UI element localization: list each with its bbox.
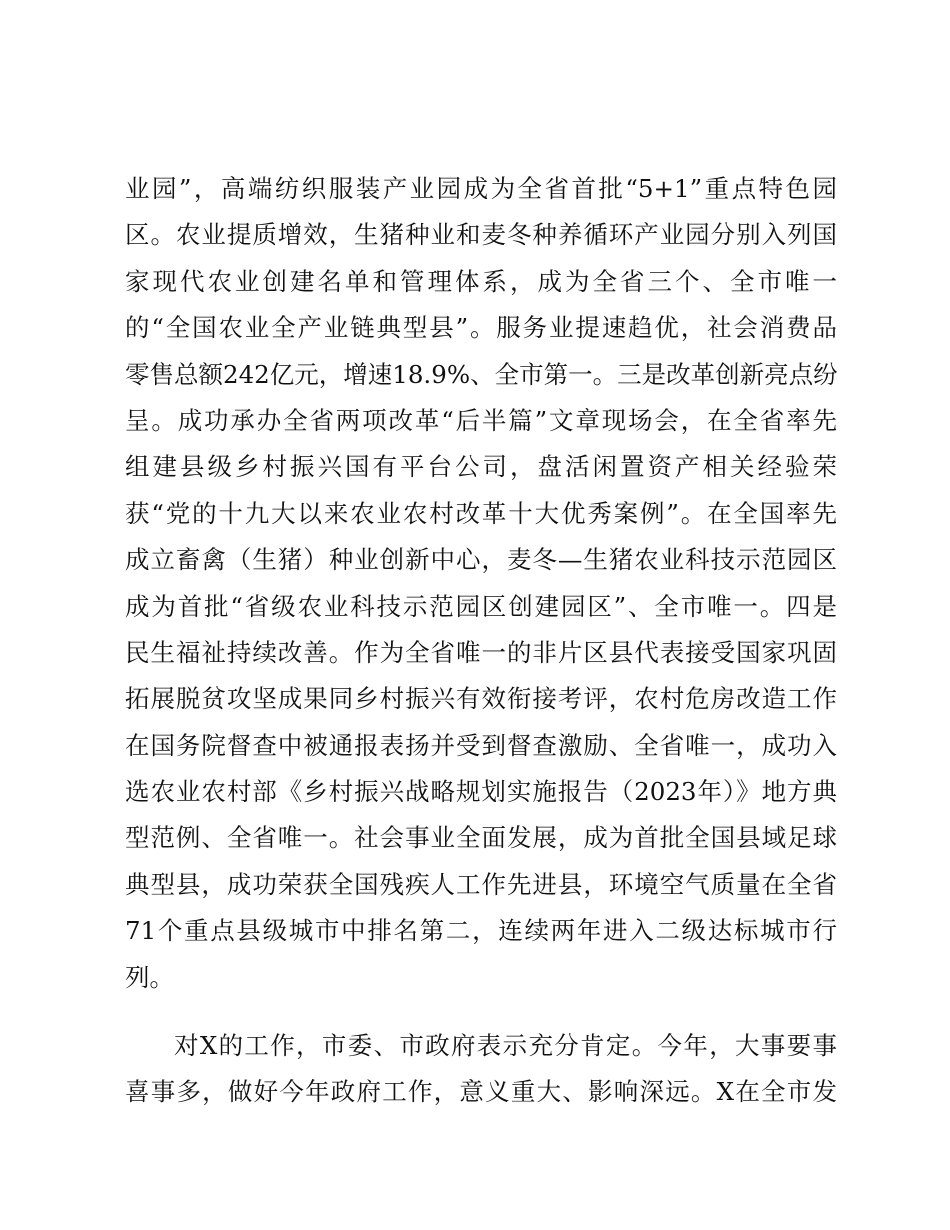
text-line: 区。农业提质增效，生猪种业和麦冬种养循环产业园分别入列国 — [125, 220, 837, 250]
text-line: 成立畜禽（生猪）种业创新中心，麦冬—生猪农业科技示范园区 — [125, 545, 837, 575]
paragraph-spacer — [125, 1001, 837, 1023]
text-line: 成为首批“省级农业科技示范园区创建园区”、全市唯一。四是 — [125, 591, 837, 621]
text-line: 对X的工作，市委、市政府表示充分肯定。今年，大事要事 — [174, 1031, 837, 1061]
paragraph-2 — [125, 1023, 837, 1116]
paragraph-1 — [125, 166, 837, 1001]
text-line: 喜事多，做好今年政府工作，意义重大、影响深远。X在全市发 — [125, 1077, 837, 1107]
body-text — [125, 166, 837, 1116]
text-line: 71个重点县级城市中排名第二，连续两年进入二级达标城市行 — [125, 916, 837, 946]
text-line: 选农业农村部《乡村振兴战略规划实施报告（2023年）》地方典 — [125, 777, 837, 807]
text-line: 的“全国农业全产业链典型县”。服务业提速趋优，社会消费品 — [125, 313, 837, 343]
text-line: 获“党的十九大以来农业农村改革十大优秀案例”。在全国率先 — [125, 498, 837, 528]
text-line: 业园”，高端纺织服装产业园成为全省首批“5+1”重点特色园 — [125, 174, 837, 203]
text-line: 典型县，成功荣获全国残疾人工作先进县，环境空气质量在全省 — [125, 869, 837, 899]
text-line: 组建县级乡村振兴国有平台公司，盘活闲置资产相关经验荣 — [125, 452, 837, 482]
text-line: 呈。成功承办全省两项改革“后半篇”文章现场会，在全省率先 — [125, 405, 837, 435]
text-line: 列。 — [125, 962, 174, 992]
text-line: 拓展脱贫攻坚成果同乡村振兴有效衔接考评，农村危房改造工作 — [125, 684, 837, 714]
text-line: 家现代农业创建名单和管理体系，成为全省三个、全市唯一 — [125, 266, 837, 296]
text-line: 在国务院督查中被通报表扬并受到督查激励、全省唯一，成功入 — [125, 730, 837, 760]
text-line: 零售总额242亿元，增速18.9%、全市第一。三是改革创新亮点纷 — [125, 359, 838, 389]
text-line: 型范例、全省唯一。社会事业全面发展，成为首批全国县域足球 — [125, 823, 837, 853]
text-line: 民生福祉持续改善。作为全省唯一的非片区县代表接受国家巩固 — [125, 637, 837, 667]
